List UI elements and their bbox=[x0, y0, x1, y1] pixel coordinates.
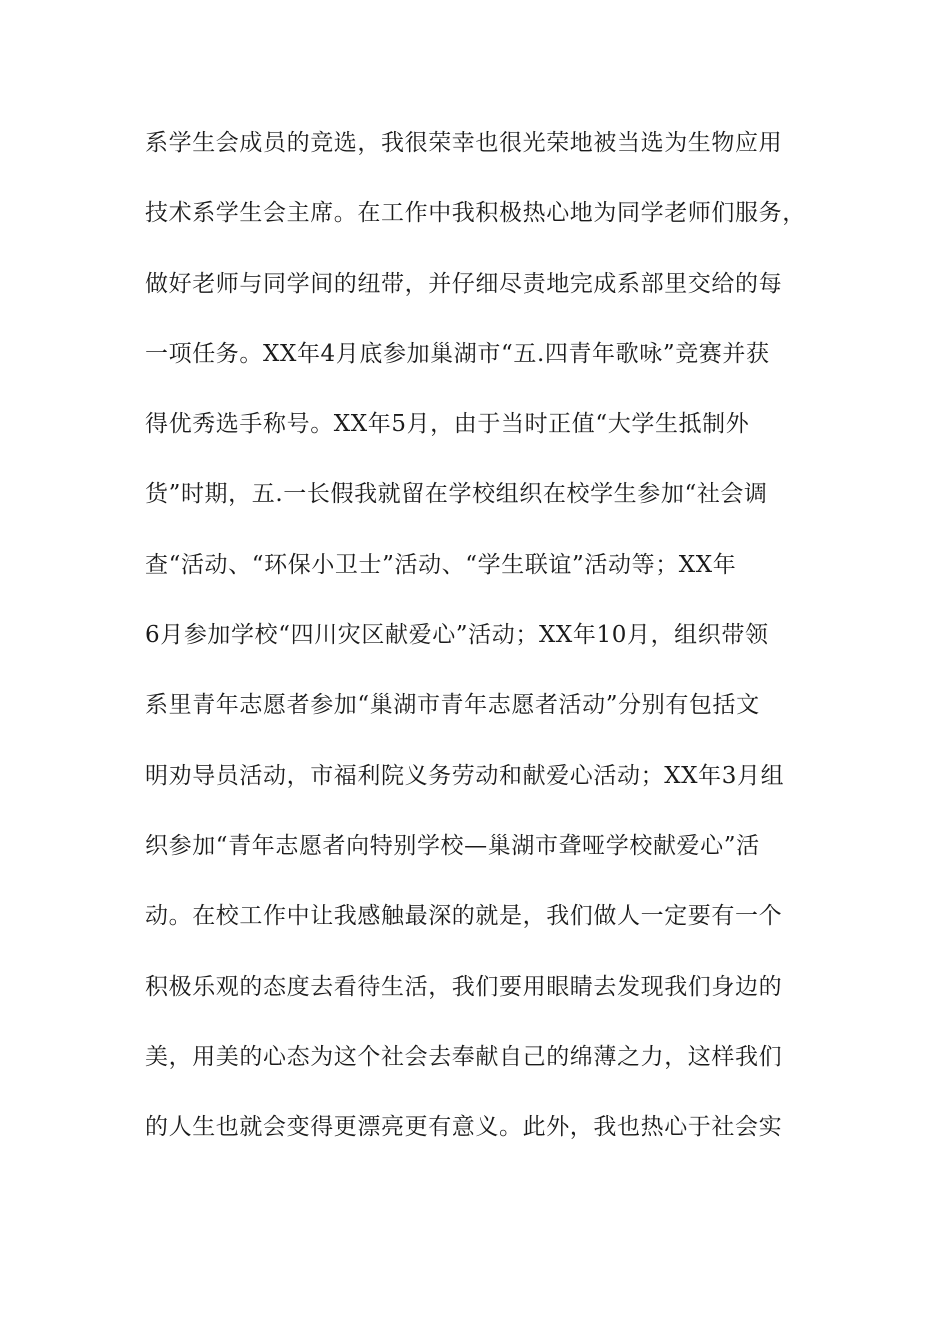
text-line: 一项任务。XX年4月底参加巢湖市“五.四青年歌咏”竞赛并获 bbox=[145, 340, 770, 367]
text-line: 做好老师与同学间的纽带，并仔细尽责地完成系部里交给的每 bbox=[145, 270, 783, 297]
text-line: 技术系学生会主席。在工作中我积极热心地为同学老师们服务， bbox=[145, 200, 806, 227]
text-line: 查“活动、“环保小卫士”活动、“学生联谊”活动等；XX年 bbox=[145, 551, 737, 578]
text-line: 系里青年志愿者参加“巢湖市青年志愿者活动”分别有包括文 bbox=[145, 692, 760, 719]
text-line: 的人生也就会变得更漂亮更有意义。此外，我也热心于社会实 bbox=[145, 1114, 783, 1141]
body-text bbox=[145, 132, 835, 1186]
text-line: 织参加“青年志愿者向特别学校—巢湖市聋哑学校献爱心”活 bbox=[145, 832, 760, 859]
text-line: 得优秀选手称号。XX年5月，由于当时正值“大学生抵制外 bbox=[145, 411, 750, 438]
text-line: 货”时期，五.一长假我就留在学校组织在校学生参加“社会调 bbox=[145, 481, 768, 508]
text-line: 动。在校工作中让我感触最深的就是，我们做人一定要有一个 bbox=[145, 903, 783, 930]
text-line: 明劝导员活动，市福利院义务劳动和献爱心活动；XX年3月组 bbox=[145, 762, 785, 789]
text-line: 美，用美的心态为这个社会去奉献自己的绵薄之力，这样我们 bbox=[145, 1043, 783, 1070]
text-line: 积极乐观的态度去看待生活，我们要用眼睛去发现我们身边的 bbox=[145, 973, 783, 1000]
text-line: 系学生会成员的竞选，我很荣幸也很光荣地被当选为生物应用 bbox=[145, 130, 783, 156]
text-line: 6月参加学校“四川灾区献爱心”活动；XX年10月，组织带领 bbox=[145, 622, 769, 649]
